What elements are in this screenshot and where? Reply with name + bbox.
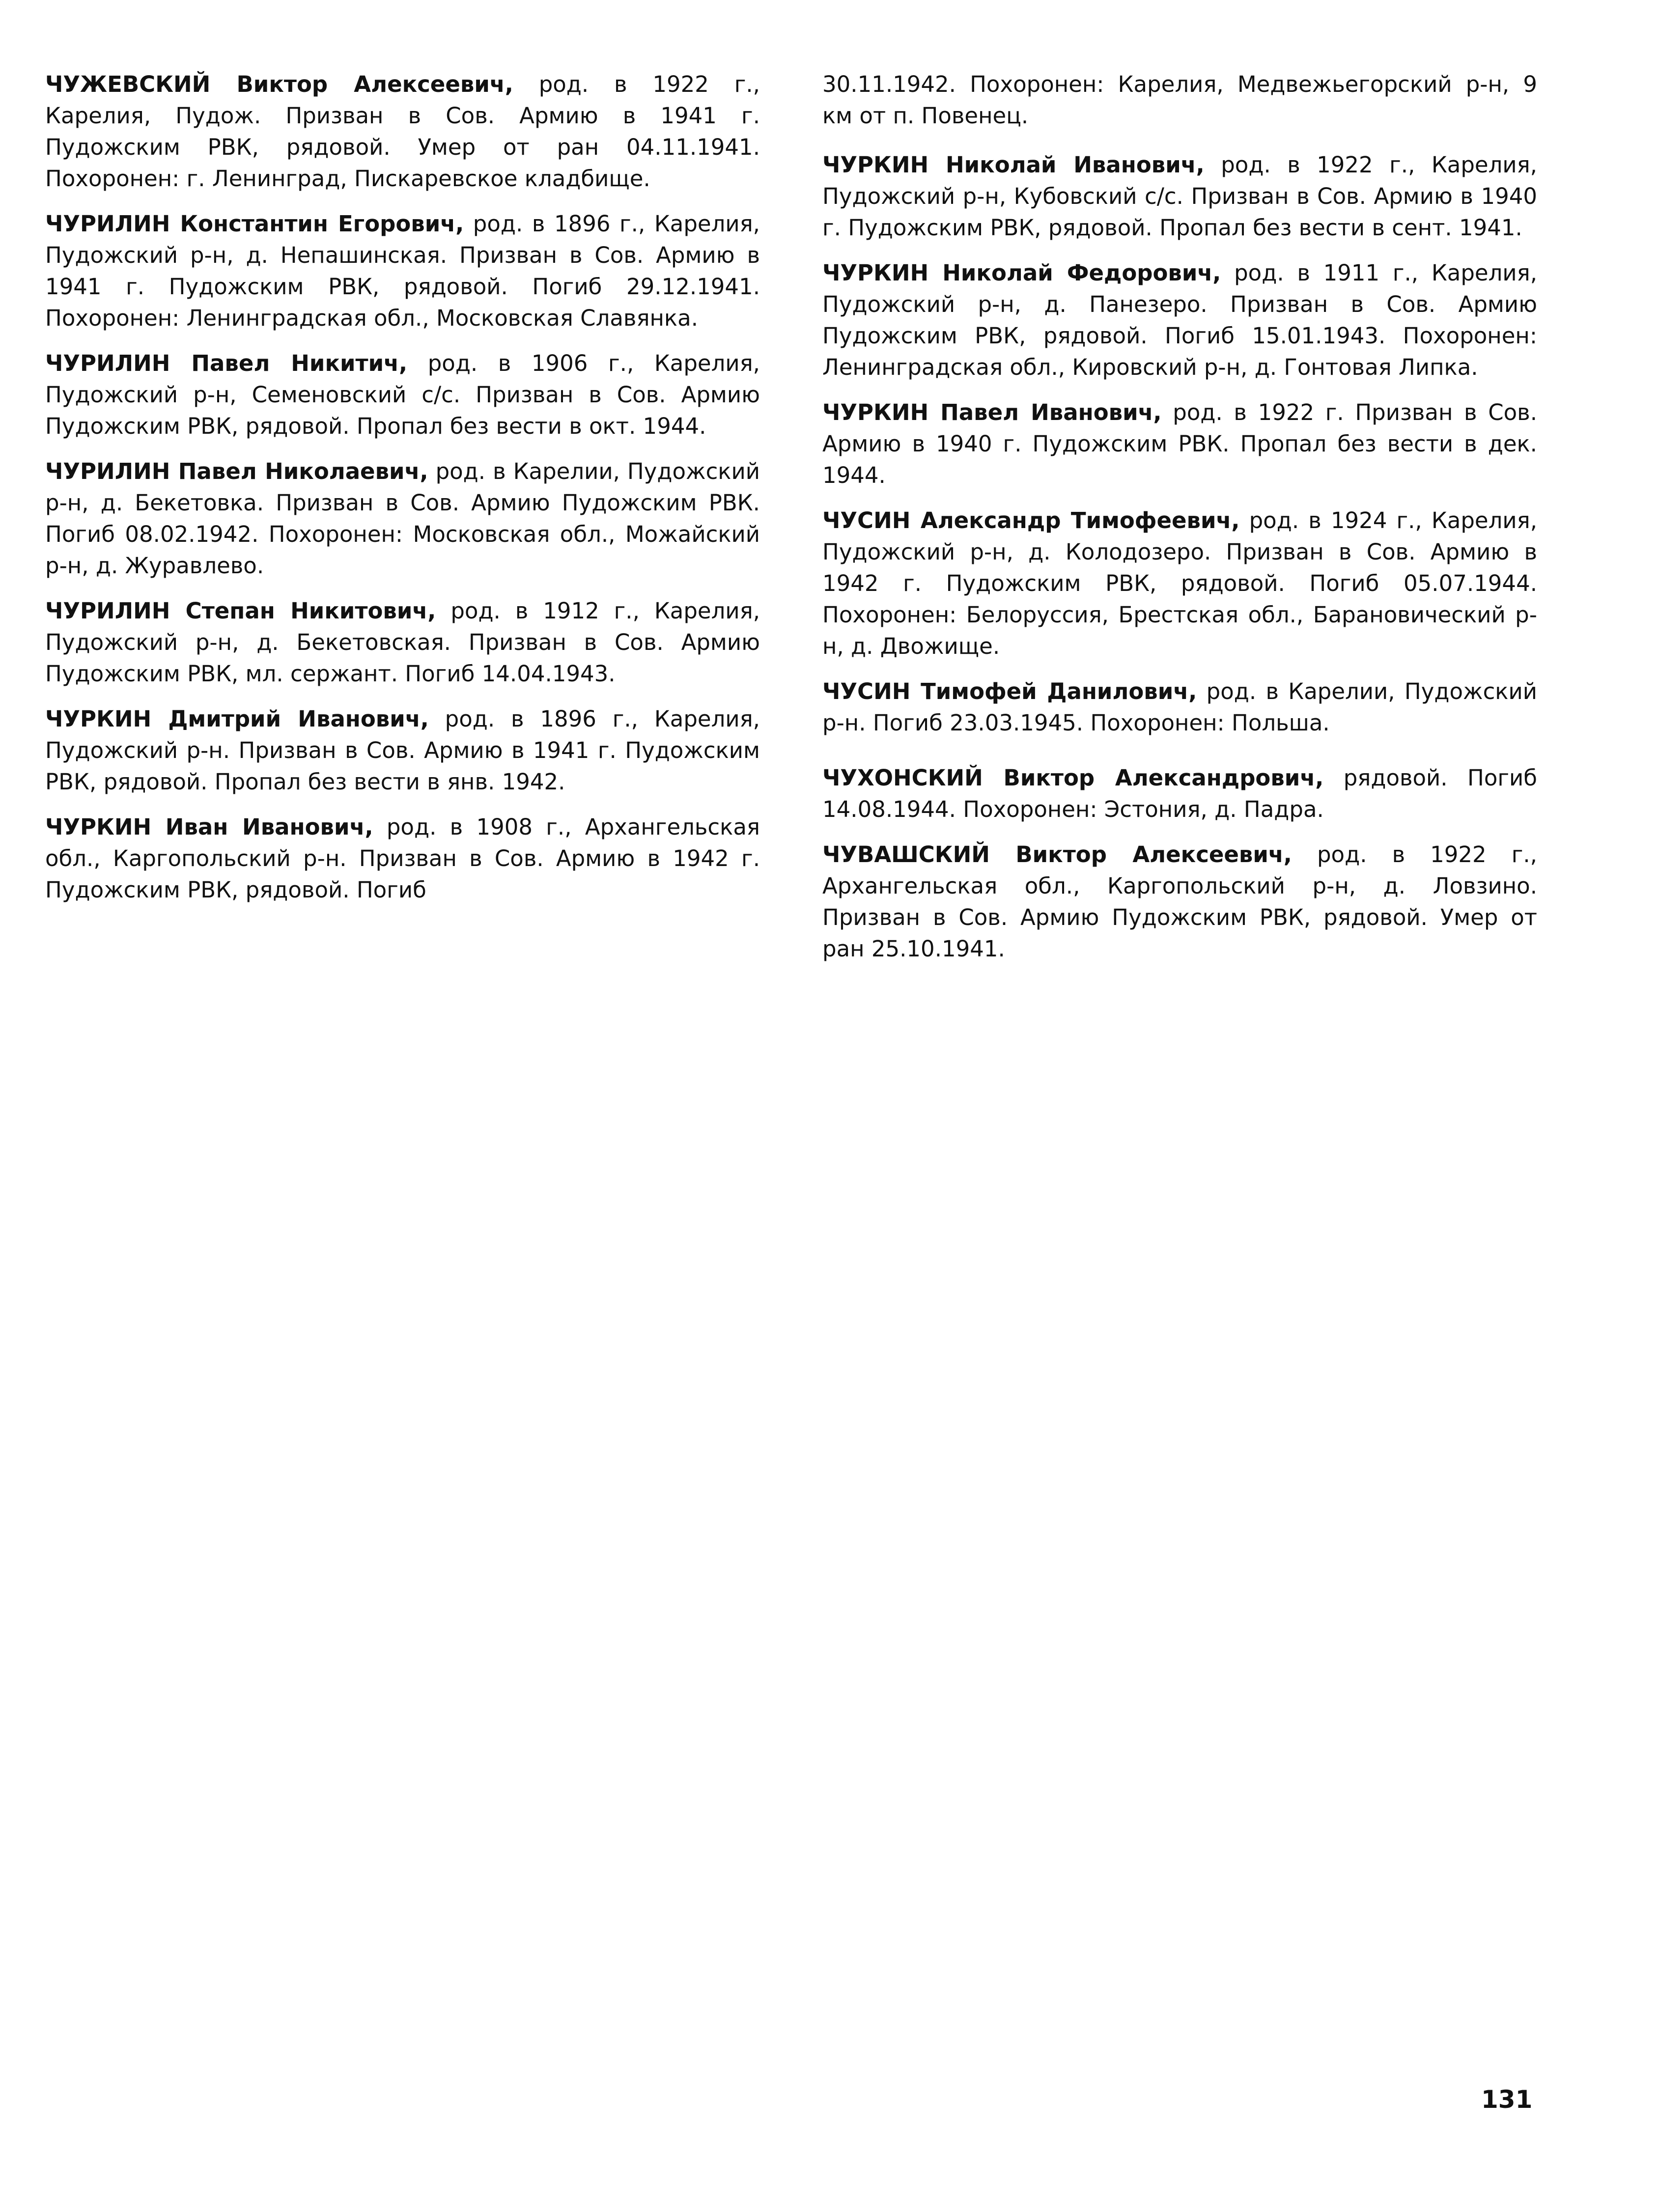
entry-chusin-timofei bbox=[822, 676, 1537, 739]
entry-name: ЧУРКИН Иван Иванович, bbox=[45, 814, 373, 840]
entry-name: ЧУСИН Тимофей Данилович, bbox=[822, 678, 1197, 704]
entry-text: род. в 1906 г., Карелия, Пудожский р-н, Семеновский с/с. Призван в Сов. Армию Пудожским РВК, рядовой. Пропал без вести в окт. 1944. bbox=[45, 350, 760, 439]
entry-name: ЧУРКИН Павел Иванович, bbox=[822, 399, 1162, 425]
entry-text: род. в Карелии, Пудожский р-н, д. Бекетовка. Призван в Сов. Армию Пудожским РВК. Погиб 08.02.1942. Похоронен: Московская обл., Можайский р-н, д. Журавлево. bbox=[45, 458, 760, 579]
entry-name: ЧУРИЛИН Павел Никитич, bbox=[45, 350, 408, 376]
entry-chuzhevsky-viktor bbox=[45, 69, 760, 195]
entry-text: 30.11.1942. Похоронен: Карелия, Медвежьегорский р-н, 9 км от п. Повенец. bbox=[822, 71, 1537, 129]
entry-name: ЧУХОНСКИЙ Виктор Александрович, bbox=[822, 765, 1324, 791]
entry-churkin-nikolai-ivanovich bbox=[822, 149, 1537, 244]
entry-name: ЧУЖЕВСКИЙ Виктор Алексеевич, bbox=[45, 71, 513, 97]
entry-churkin-ivan bbox=[45, 812, 760, 906]
entry-name: ЧУРИЛИН Степан Никитович, bbox=[45, 598, 436, 624]
entry-text: род. в 1922 г., Архангельская обл., Каргопольский р-н, д. Ловзино. Призван в Сов. Армию Пудожским РВК, рядовой. Умер от ран 25.10.1941. bbox=[822, 841, 1537, 962]
entry-name: ЧУСИН Александр Тимофеевич, bbox=[822, 507, 1240, 533]
entry-chukhonsky-viktor bbox=[822, 762, 1537, 825]
entry-name: ЧУРКИН Николай Федорович, bbox=[822, 260, 1221, 286]
entry-chuvashsky-viktor bbox=[822, 839, 1537, 965]
entry-churilin-stepan bbox=[45, 595, 760, 690]
entry-churilin-pavel-nikolaevich bbox=[45, 456, 760, 582]
left-column bbox=[45, 69, 760, 920]
entry-chusin-alexander bbox=[822, 505, 1537, 662]
entry-text: род. в 1922 г., Карелия, Пудож. Призван в Сов. Армию в 1941 г. Пудожским РВК, рядовой. Умер от ран 04.11.1941. Похоронен: г. Ленинград, Пискаревское кладбище. bbox=[45, 71, 760, 192]
entry-text: род. в 1908 г., Архангельская обл., Каргопольский р-н. Призван в Сов. Армию в 1942 г. Пудожским РВК, рядовой. Погиб bbox=[45, 814, 760, 903]
entry-name: ЧУРИЛИН Константин Егорович, bbox=[45, 211, 464, 237]
entry-text: род. в 1911 г., Карелия, Пудожский р-н, д. Панезеро. Призван в Сов. Армию Пудожским РВК, рядовой. Погиб 15.01.1943. Похоронен: Ленинградская обл., Кировский р-н, д. Гонтовая Липка. bbox=[822, 260, 1537, 380]
entry-text: род. в 1896 г., Карелия, Пудожский р-н. Призван в Сов. Армию в 1941 г. Пудожским РВК, рядовой. Пропал без вести в янв. 1942. bbox=[45, 706, 760, 795]
right-column bbox=[822, 69, 1537, 979]
entry-name: ЧУВАШСКИЙ Виктор Алексеевич, bbox=[822, 841, 1292, 868]
entry-churkin-ivan-continuation bbox=[822, 69, 1537, 132]
entry-text: род. в 1922 г., Карелия, Пудожский р-н, Кубовский с/с. Призван в Сов. Армию в 1940 г. Пудожским РВК, рядовой. Пропал без вести в сент. 1941. bbox=[822, 152, 1537, 241]
entry-name: ЧУРКИН Николай Иванович, bbox=[822, 152, 1205, 178]
entry-churkin-nikolai-fedorovich bbox=[822, 257, 1537, 383]
entry-churkin-pavel bbox=[822, 397, 1537, 491]
entry-churkin-dmitry bbox=[45, 703, 760, 798]
page-number: 131 bbox=[1481, 2085, 1533, 2114]
entry-text: род. в 1924 г., Карелия, Пудожский р-н, д. Колодозеро. Призван в Сов. Армию в 1942 г. Пудожским РВК, рядовой. Погиб 05.07.1944. Похоронен: Белоруссия, Брестская обл., Барановичеcкий р-н, д. Двожище. bbox=[822, 507, 1537, 659]
entry-name: ЧУРКИН Дмитрий Иванович, bbox=[45, 706, 429, 732]
entry-churilin-pavel-nikitich bbox=[45, 348, 760, 442]
entry-churilin-konstantin bbox=[45, 208, 760, 334]
entry-name: ЧУРИЛИН Павел Николаевич, bbox=[45, 458, 428, 484]
entry-text: род. в 1896 г., Карелия, Пудожский р-н, д. Непашинская. Призван в Сов. Армию в 1941 г. Пудожским РВК, рядовой. Погиб 29.12.1941. Похоронен: Ленинградская обл., Московская Славянка. bbox=[45, 211, 760, 331]
entry-text: род. в 1922 г. Призван в Сов. Армию в 1940 г. Пудожским РВК. Пропал без вести в дек. 1944. bbox=[822, 399, 1537, 488]
entry-text: род. в 1912 г., Карелия, Пудожский р-н, д. Бекетовская. Призван в Сов. Армию Пудожским РВК, мл. сержант. Погиб 14.04.1943. bbox=[45, 598, 760, 687]
entry-text: род. в Карелии, Пудожский р-н. Погиб 23.03.1945. Похоронен: Польша. bbox=[822, 678, 1537, 736]
entry-text: рядовой. Погиб 14.08.1944. Похоронен: Эстония, д. Падра. bbox=[822, 765, 1537, 822]
